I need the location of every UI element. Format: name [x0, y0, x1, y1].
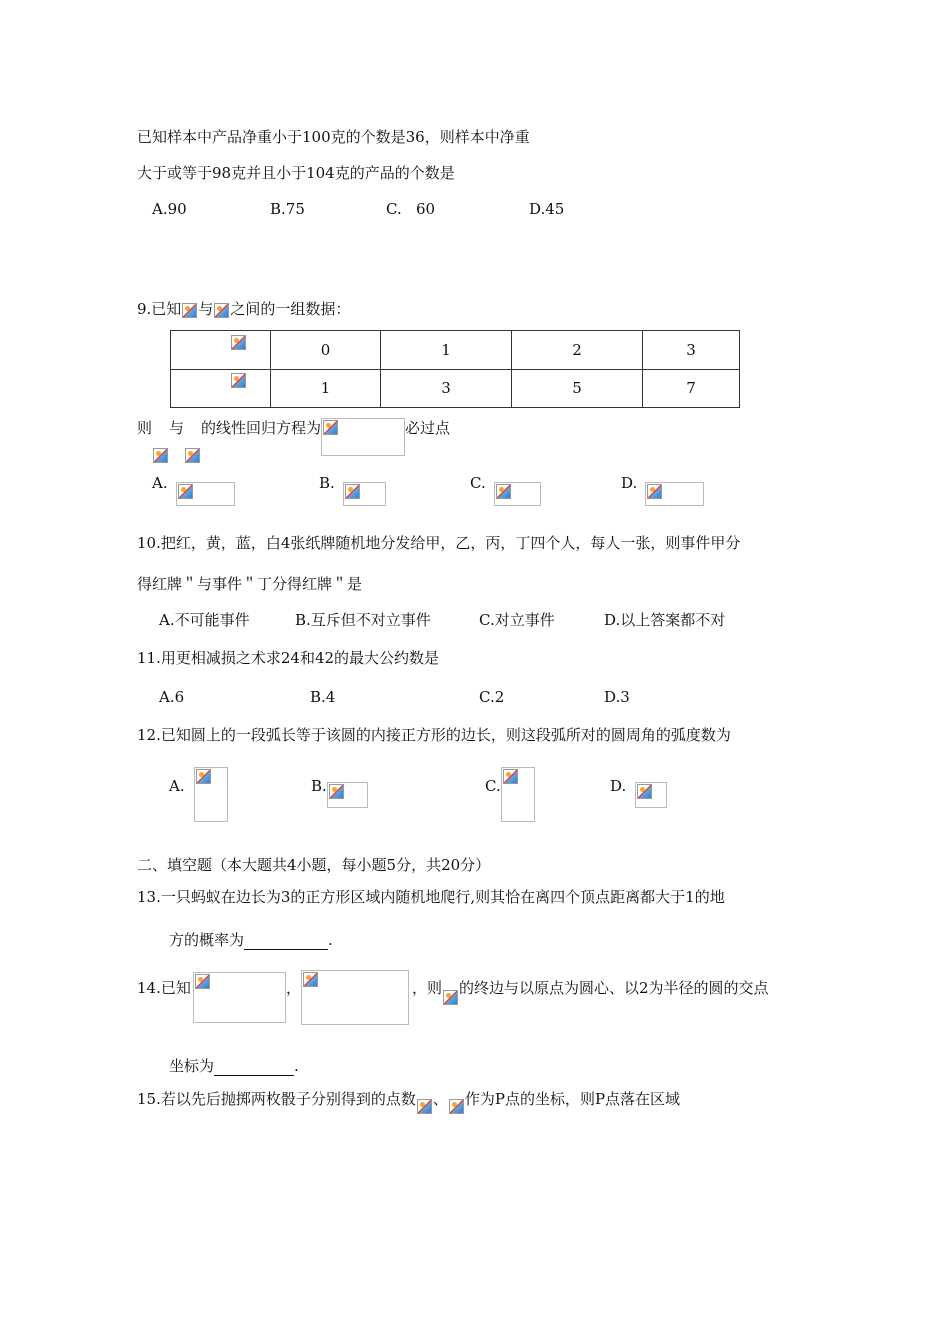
table-cell: 1	[271, 369, 381, 408]
q11-stem: 11.用更相减损之术求24和42的最大公约数是	[137, 649, 440, 667]
formula-image-icon	[230, 372, 247, 389]
q9-option-b: B.	[319, 474, 335, 492]
formula-image-icon	[635, 782, 667, 808]
q9-l2-text: 的线性回归方程为	[201, 419, 322, 437]
formula-image-icon	[230, 334, 247, 351]
q12-option-d: D.	[610, 777, 627, 795]
formula-image-icon	[193, 972, 286, 1023]
q9-l2-suffix: 必过点	[405, 419, 451, 437]
q13-line2-suffix: .	[328, 931, 333, 949]
section-heading: 二、填空题（本大题共4小题，每小题5分，共20分）	[137, 856, 491, 874]
q9-suffix: 之间的一组数据：	[230, 300, 351, 318]
q14-line2-suffix: .	[294, 1057, 299, 1075]
formula-image-icon	[301, 970, 409, 1025]
answer-blank[interactable]	[244, 929, 328, 950]
q10-option-d: D.以上答案都不对	[604, 611, 726, 629]
q14-stem-line2	[169, 1055, 299, 1076]
q13-stem-line2	[169, 929, 333, 950]
q9-option-a: A.	[152, 474, 168, 492]
formula-image-icon	[321, 418, 405, 456]
q13-line2-prefix: 方的概率为	[169, 931, 245, 949]
q8-option-a: A.90	[152, 200, 187, 218]
q9-regression-line	[137, 418, 450, 456]
q14-line2-prefix: 坐标为	[169, 1057, 215, 1075]
q8-option-b: B.75	[270, 200, 305, 218]
q12-option-c: C.	[485, 777, 501, 795]
table-row	[171, 331, 740, 370]
formula-image-icon	[213, 302, 230, 319]
q9-l2-prefix: 则	[137, 419, 153, 437]
q15-mid: 、	[432, 1090, 448, 1108]
q8-option-d: D.45	[529, 200, 565, 218]
q9-stem	[137, 299, 350, 319]
q9-option-d: D.	[621, 474, 638, 492]
formula-image-icon	[501, 767, 535, 822]
formula-image-icon	[194, 767, 228, 822]
q15-prefix: 15.若以先后抛掷两枚骰子分别得到的点数	[137, 1090, 416, 1108]
formula-image-icon	[343, 482, 386, 506]
q10-option-b: B.互斥但不对立事件	[295, 611, 431, 629]
table-cell: 7	[643, 369, 740, 408]
q9-mid: 与	[198, 300, 214, 318]
table-cell: 1	[381, 331, 512, 370]
table-cell: 5	[512, 369, 643, 408]
q10-stem-line1: 10.把红，黄，蓝，白4张纸牌随机地分发给甲，乙，丙，丁四个人，每人一张，则事件甲分	[137, 534, 741, 552]
answer-blank[interactable]	[214, 1055, 294, 1076]
q12-stem: 12.已知圆上的一段弧长等于该圆的内接正方形的边长，则这段弧所对的圆周角的弧度数为	[137, 726, 731, 744]
q15-stem	[137, 1089, 680, 1109]
formula-image-icon	[181, 302, 198, 319]
q9-data-table	[170, 330, 740, 408]
q10-option-a: A.不可能事件	[159, 611, 250, 629]
q14-comma2	[412, 978, 769, 998]
q12-option-a: A.	[169, 777, 185, 795]
q13-stem-line1: 13.一只蚂蚁在边长为3的正方形区域内随机地爬行,则其恰在离四个顶点距离都大于1的地	[137, 888, 725, 906]
q11-option-d: D.3	[604, 688, 630, 706]
formula-image-icon	[152, 447, 169, 464]
formula-image-icon	[442, 989, 459, 1006]
q9-l2-mid: 与	[169, 419, 185, 437]
q15-suffix: 作为P点的坐标，则P点落在区域	[464, 1090, 681, 1108]
q10-option-c: C.对立事件	[479, 611, 555, 629]
q14-comma1: ，	[286, 979, 302, 997]
q14-prefix: 14.已知	[137, 979, 191, 997]
q8-option-c: C. 60	[386, 200, 436, 218]
formula-image-icon	[327, 782, 368, 808]
q14-suffix: 的终边与以原点为圆心、以2为半径的圆的交点	[459, 979, 769, 997]
table-cell: 0	[271, 331, 381, 370]
formula-image-icon	[645, 482, 704, 506]
q11-option-c: C.2	[479, 688, 505, 706]
q8-stem-line1: 已知样本中产品净重小于100克的个数是36，则样本中净重	[137, 128, 530, 146]
q8-stem-line2: 大于或等于98克并且小于104克的产品的个数是	[137, 164, 455, 182]
table-cell: 3	[381, 369, 512, 408]
q9-prefix: 9.已知	[137, 300, 182, 318]
row-header-x	[171, 331, 271, 370]
q11-option-b: B.4	[310, 688, 336, 706]
q9-option-c: C.	[470, 474, 486, 492]
table-cell: 2	[512, 331, 643, 370]
formula-image-icon	[448, 1098, 465, 1115]
formula-image-icon	[176, 482, 235, 506]
q12-option-b: B.	[311, 777, 327, 795]
formula-image-icon	[184, 447, 201, 464]
q10-stem-line2: 得红牌＂与事件＂丁分得红牌＂是	[137, 575, 363, 593]
q14-comma2-text: ，则	[412, 979, 443, 997]
formula-image-icon	[494, 482, 541, 506]
row-header-y	[171, 369, 271, 408]
formula-image-icon	[416, 1098, 433, 1115]
table-row	[171, 369, 740, 408]
table-cell: 3	[643, 331, 740, 370]
q11-option-a: A.6	[159, 688, 185, 706]
